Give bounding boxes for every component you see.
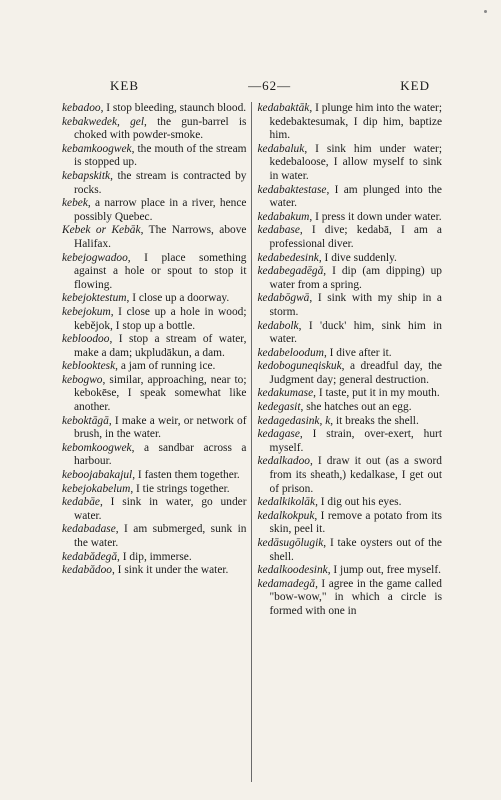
entry-headword: kedabegadēgă bbox=[257, 265, 324, 278]
entry-definition: , I make a weir, or network of brush, in the water. bbox=[74, 414, 247, 441]
entry-definition: , The Narrows, above Halifax. bbox=[74, 224, 247, 250]
paper-speck bbox=[484, 10, 487, 13]
entry-definition: , I sink him under water; kedebaloose, I allow myself to sink in water. bbox=[269, 142, 442, 182]
entry-definition: , the stream is contracted by rocks. bbox=[74, 169, 247, 196]
entry-headword: kedabeloodum bbox=[257, 346, 324, 359]
dictionary-entry bbox=[258, 415, 443, 429]
right-column bbox=[251, 102, 443, 782]
dictionary-entry bbox=[62, 374, 247, 415]
entry-headword: kedegasit bbox=[257, 401, 301, 414]
entry-headword: kedalkikolāk bbox=[257, 496, 316, 509]
entry-definition: , I fasten them together. bbox=[132, 469, 240, 482]
entry-headword: kedabădegă bbox=[62, 550, 118, 563]
entry-headword: kedagedasink, k bbox=[257, 414, 331, 427]
entry-headword: kedabāe bbox=[62, 496, 100, 509]
dictionary-entry bbox=[258, 510, 443, 537]
entry-definition: , I dive; kedabā, I am a professional diver. bbox=[269, 224, 442, 250]
dictionary-entry bbox=[258, 347, 443, 361]
entry-definition: , I dive suddenly. bbox=[318, 251, 397, 264]
dictionary-entry bbox=[258, 320, 443, 347]
entry-headword: kedamadegă bbox=[257, 577, 316, 590]
entry-headword: kedabedesink bbox=[257, 251, 319, 264]
entry-definition: , I remove a potato from its skin, peel it. bbox=[269, 509, 442, 536]
entry-definition: , I close up a hole in wood; kebějok, I stop up a bottle. bbox=[74, 305, 247, 332]
dictionary-entry bbox=[258, 578, 443, 619]
dictionary-entry bbox=[258, 252, 443, 266]
entry-headword: kebamkoogwek bbox=[62, 142, 132, 155]
entry-headword: kebadoo bbox=[62, 102, 101, 114]
entry-definition: , I take oysters out of the shell. bbox=[269, 537, 442, 563]
entry-headword: kebomkoogwek bbox=[62, 441, 132, 454]
entry-definition: , I sink with my ship in a storm. bbox=[269, 292, 442, 318]
dictionary-entry bbox=[62, 116, 247, 143]
dictionary-entry bbox=[258, 360, 443, 387]
entry-definition: , I sink in water, go under water. bbox=[74, 496, 247, 522]
entry-headword: kedalkadoo bbox=[257, 455, 311, 468]
dictionary-entry bbox=[62, 143, 247, 170]
dictionary-entry bbox=[258, 387, 443, 401]
entry-headword: Kebek or Kebāk bbox=[62, 224, 141, 237]
entry-headword: kedabaktestase bbox=[257, 183, 327, 196]
entry-definition: , the gun-barrel is choked with powder-smoke. bbox=[74, 115, 247, 142]
header-right-guide-word: KED bbox=[400, 78, 430, 93]
entry-headword: kedabădoo bbox=[62, 564, 112, 577]
entry-definition: , I stop a stream of water, make a dam; ukpludākun, a dam. bbox=[74, 333, 247, 359]
entry-definition: , I am submerged, sunk in the water. bbox=[74, 523, 247, 549]
entry-definition: , I am plunged into the water. bbox=[269, 183, 442, 210]
entry-definition: , I dip (am dipping) up water from a spring. bbox=[269, 265, 442, 291]
entry-definition: , I sink it under the water. bbox=[111, 564, 229, 577]
left-column bbox=[62, 102, 251, 782]
entry-definition: , I press it down under water. bbox=[309, 210, 442, 223]
entry-headword: kedakumase bbox=[257, 387, 314, 400]
dictionary-entry bbox=[62, 306, 247, 333]
entry-headword: kebejokum bbox=[62, 305, 111, 318]
entry-headword: kebloodoo bbox=[62, 333, 110, 346]
dictionary-entry bbox=[258, 537, 443, 564]
entry-definition: , a dreadful day, the Judgment day; general destruction. bbox=[269, 360, 442, 386]
entry-definition: , I plunge him into the water; kedebaktesumak, I dip him, baptize him. bbox=[269, 102, 442, 142]
entry-headword: kebogwo bbox=[62, 373, 103, 386]
dictionary-entry bbox=[62, 197, 247, 224]
entry-definition: , I jump out, free myself. bbox=[327, 564, 441, 577]
entry-definition: , a sandbar across a harbour. bbox=[74, 441, 247, 468]
dictionary-entry bbox=[62, 523, 247, 550]
entry-headword: kebejogwadoo bbox=[62, 251, 128, 264]
entry-definition: , she hatches out an egg. bbox=[300, 401, 412, 414]
entry-headword: keboojabakajul bbox=[62, 469, 133, 482]
entry-headword: kedabase bbox=[257, 224, 300, 237]
entry-definition: , I dip, immerse. bbox=[117, 550, 192, 563]
entry-definition: , I draw it out (as a sword from its sheath,) kedalkase, I get out of prison. bbox=[269, 455, 442, 495]
entry-headword: kedabaktāk bbox=[257, 102, 310, 114]
dictionary-entry bbox=[62, 292, 247, 306]
page-number: —62— bbox=[248, 78, 292, 93]
entry-definition: , I dig out his eyes. bbox=[315, 496, 402, 509]
dictionary-entry bbox=[62, 551, 247, 565]
entry-definition: , I dive after it. bbox=[323, 346, 392, 359]
dictionary-entry bbox=[62, 564, 247, 578]
entry-headword: kedabōgwā bbox=[257, 292, 310, 305]
dictionary-entry bbox=[62, 496, 247, 523]
entry-definition: , I tie strings together. bbox=[130, 482, 230, 495]
dictionary-entry bbox=[258, 211, 443, 225]
entry-definition: , I stop bleeding, staunch blood. bbox=[100, 102, 247, 114]
entry-definition: , similar, approaching, near to; kebokēse, I speak somewhat like another. bbox=[74, 373, 247, 414]
entry-definition: , I strain, over-exert, hurt myself. bbox=[269, 428, 442, 454]
dictionary-entry bbox=[62, 102, 247, 116]
entry-definition: , it breaks the shell. bbox=[330, 414, 419, 427]
dictionary-entry bbox=[62, 360, 247, 374]
dictionary-entry bbox=[62, 483, 247, 497]
entry-columns bbox=[62, 102, 442, 782]
entry-definition: , I agree in the game called "bow-wow," in which a circle is formed with one in bbox=[269, 577, 442, 617]
entry-headword: kedalkokpuk bbox=[257, 509, 315, 522]
dictionary-entry bbox=[258, 401, 443, 415]
dictionary-entry bbox=[258, 265, 443, 292]
entry-headword: kedabakum bbox=[257, 210, 310, 223]
entry-headword: kebejokabelum bbox=[62, 482, 131, 495]
entry-headword: kedabolk bbox=[257, 319, 299, 332]
dictionary-entry bbox=[62, 170, 247, 197]
dictionary-entry bbox=[62, 415, 247, 442]
entry-headword: kedagase bbox=[257, 428, 300, 441]
dictionary-entry bbox=[258, 428, 443, 455]
entry-headword: kedoboguneqiskuk bbox=[257, 360, 342, 373]
entry-headword: keblooktesk bbox=[62, 360, 116, 373]
entry-definition: , a jam of running ice. bbox=[115, 360, 216, 373]
header-left-guide-word: KEB bbox=[110, 78, 139, 93]
entry-definition: , I 'duck' him, sink him in water. bbox=[269, 319, 442, 346]
dictionary-entry bbox=[258, 292, 443, 319]
dictionary-entry bbox=[62, 442, 247, 469]
entry-headword: kebapskitk bbox=[62, 169, 111, 182]
dictionary-entry bbox=[258, 102, 443, 143]
running-header bbox=[110, 78, 430, 94]
dictionary-entry bbox=[258, 143, 443, 184]
dictionary-entry bbox=[62, 252, 247, 293]
entry-definition: , a narrow place in a river, hence possibly Quebec. bbox=[74, 197, 247, 223]
entry-headword: kebejoktestum bbox=[62, 292, 127, 305]
entry-definition: , I place something against a hole or spout to stop it flowing. bbox=[74, 251, 247, 291]
entry-headword: keboktāgā bbox=[62, 414, 109, 427]
dictionary-entry bbox=[258, 564, 443, 578]
entry-headword: kedabaluk bbox=[257, 142, 305, 155]
entry-definition: , the mouth of the stream is stopped up. bbox=[74, 142, 247, 169]
entry-headword: kedalkoodesink bbox=[257, 564, 328, 577]
dictionary-entry bbox=[258, 455, 443, 496]
dictionary-entry bbox=[62, 224, 247, 251]
dictionary-entry bbox=[258, 184, 443, 211]
entry-headword: kedāsugōlugik bbox=[257, 537, 324, 549]
entry-headword: kedabadase bbox=[62, 523, 116, 536]
dictionary-entry bbox=[258, 224, 443, 251]
entry-headword: kebakwedek, gel bbox=[62, 115, 145, 128]
entry-definition: , I taste, put it in my mouth. bbox=[313, 387, 440, 400]
dictionary-entry bbox=[258, 496, 443, 510]
entry-headword: kebek bbox=[62, 197, 88, 210]
dictionary-entry bbox=[62, 333, 247, 360]
dictionary-entry bbox=[62, 469, 247, 483]
entry-definition: , I close up a doorway. bbox=[126, 292, 230, 305]
